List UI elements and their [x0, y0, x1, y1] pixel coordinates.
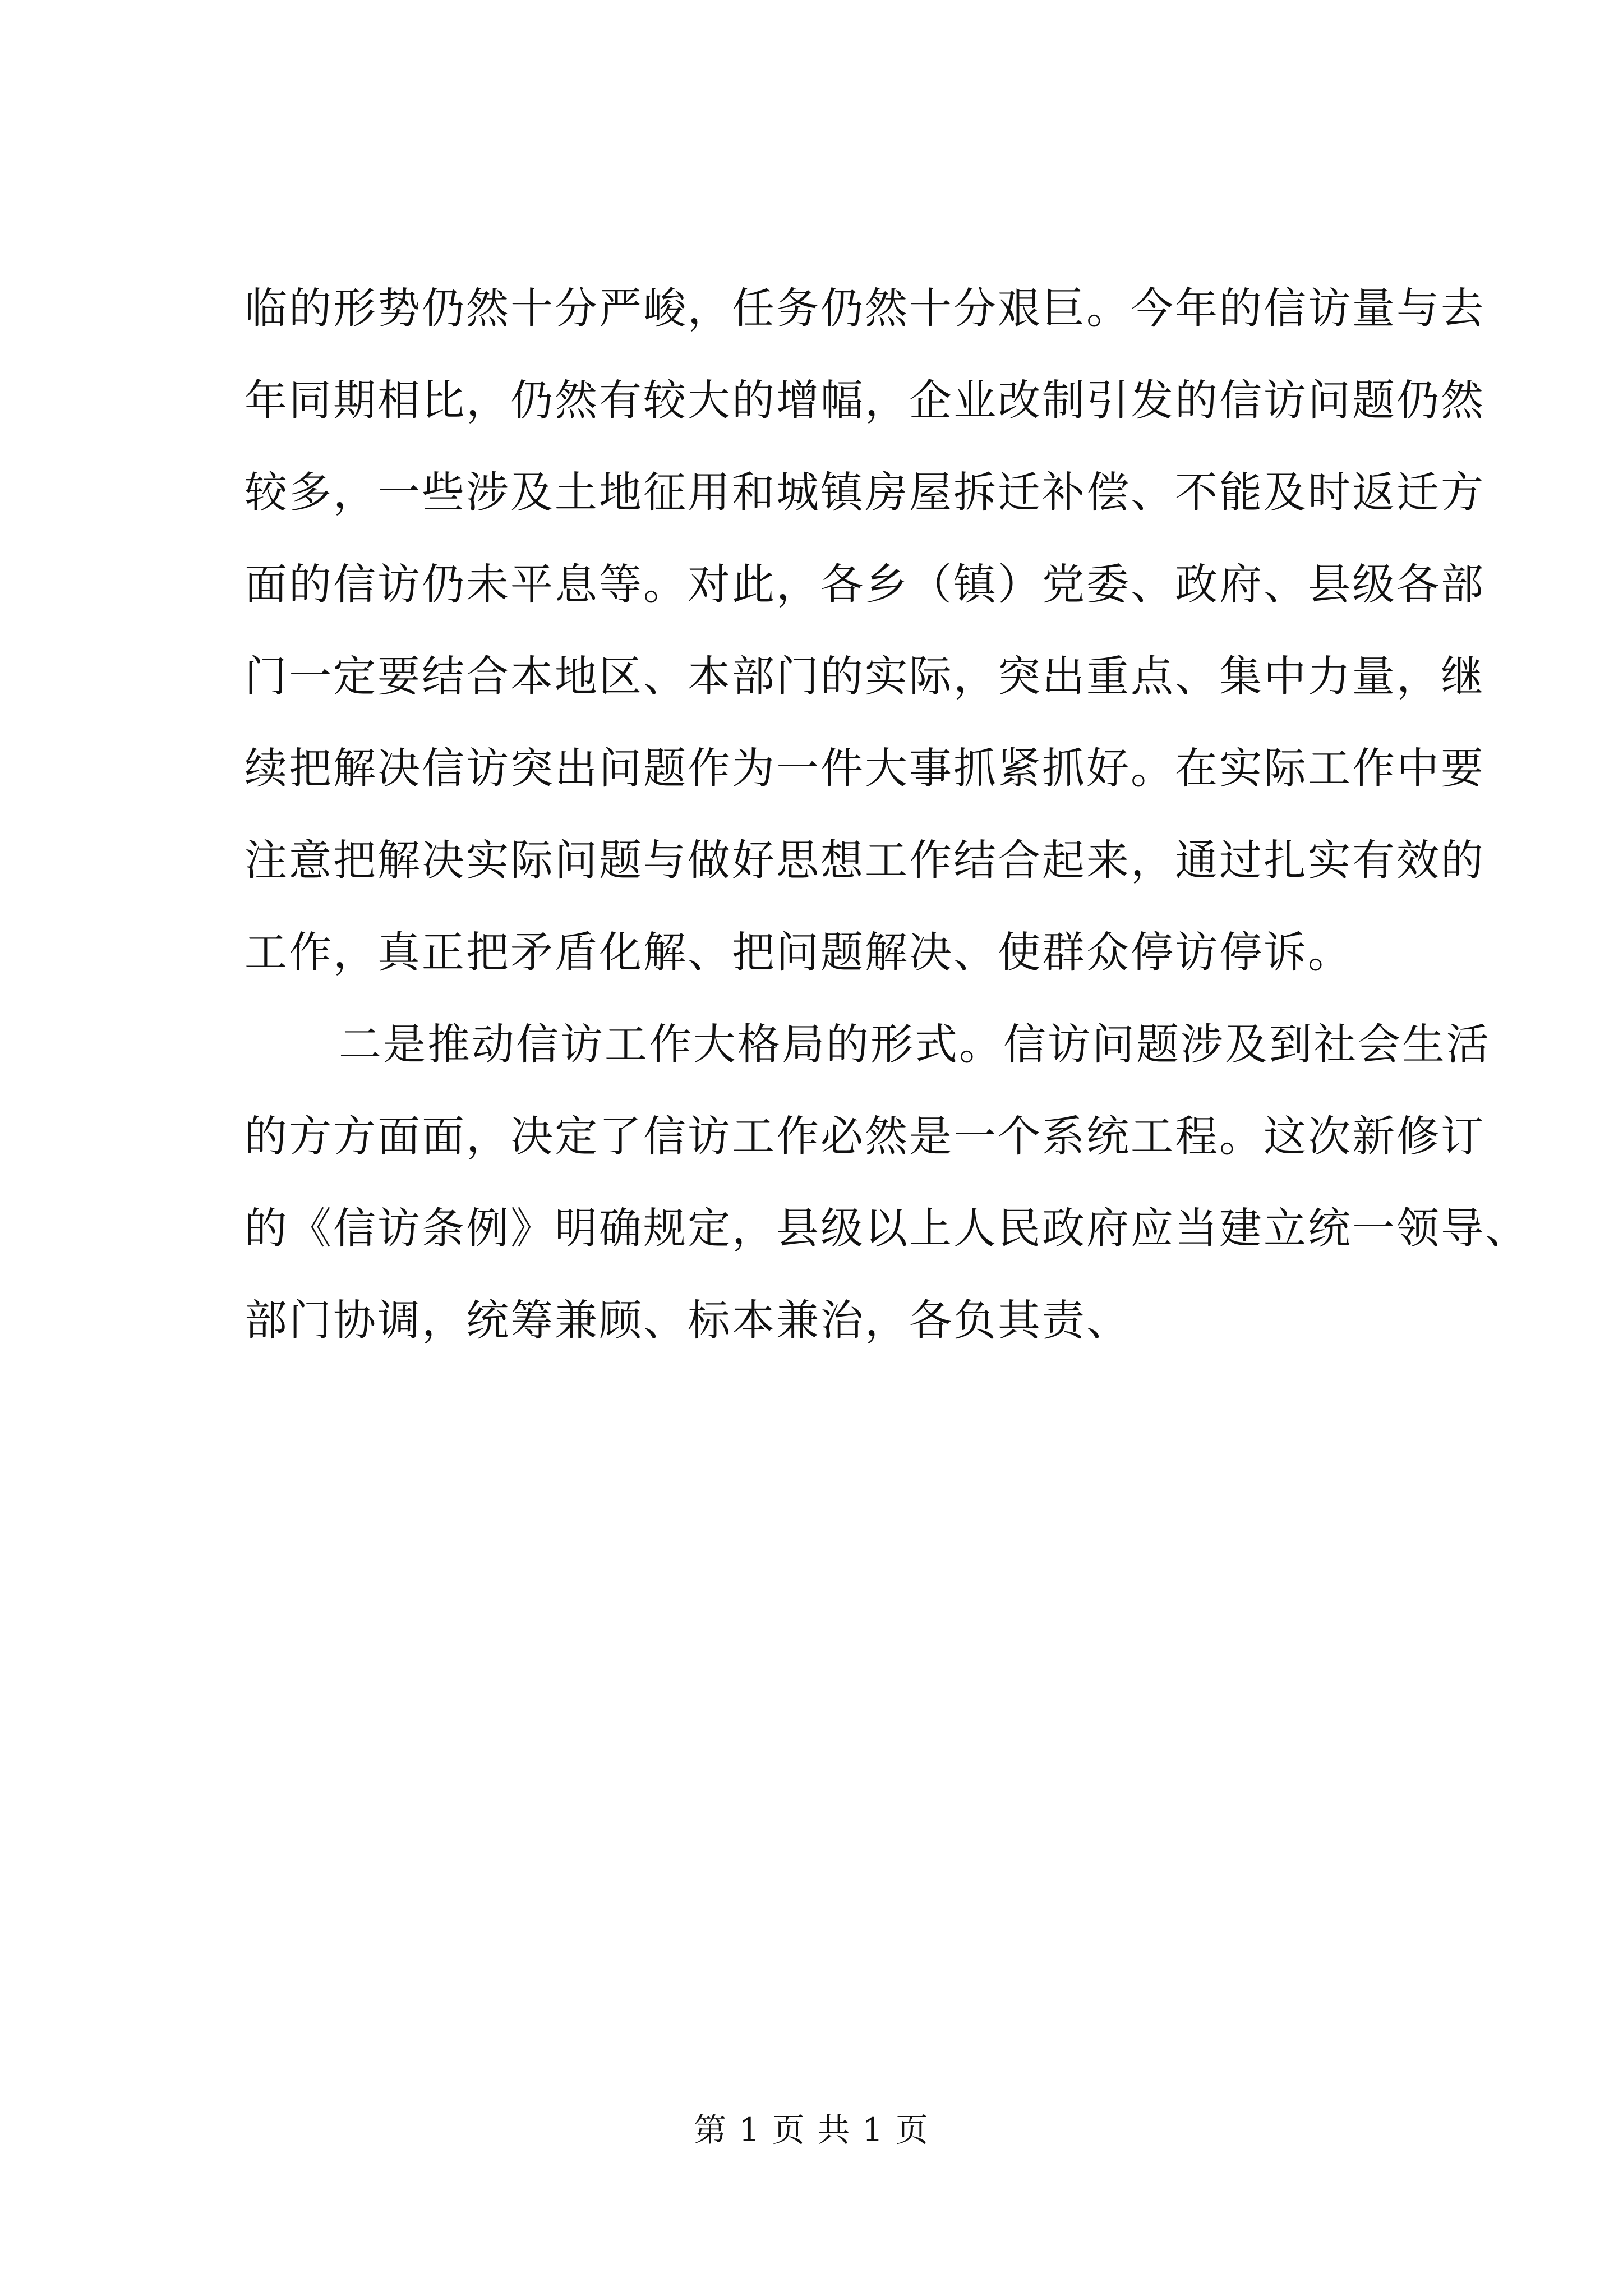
paragraph-line: 门一定要结合本地区、本部门的实际，突出重点、集中力量，继: [245, 651, 1485, 701]
page-footer: [0, 2110, 1623, 2150]
paragraph-2: [245, 999, 1529, 1366]
paragraph-line: 注意把解决实际问题与做好思想工作结合起来，通过扎实有效的: [245, 835, 1485, 885]
paragraph-line: 年同期相比，仍然有较大的增幅，企业改制引发的信访问题仍然: [245, 375, 1485, 425]
paragraph-line: 的方方面面，决定了信访工作必然是一个系统工程。这次新修订: [245, 1111, 1485, 1161]
document-body: [245, 263, 1529, 1366]
paragraph-line: 临的形势仍然十分严峻，任务仍然十分艰巨。今年的信访量与去: [245, 283, 1485, 333]
paragraph-line: 部门协调，统筹兼顾、标本兼治，各负其责、: [245, 1295, 1131, 1345]
paragraph-line: 的《信访条例》明确规定，县级以上人民政府应当建立统一领导、: [245, 1203, 1529, 1253]
paragraph-line: 面的信访仍未平息等。对此，各乡（镇）党委、政府、县级各部: [245, 559, 1485, 609]
paragraph-line: 续把解决信访突出问题作为一件大事抓紧抓好。在实际工作中要: [245, 743, 1485, 793]
paragraph-line: 二是推动信访工作大格局的形式。信访问题涉及到社会生活: [339, 1019, 1491, 1069]
paragraph-line: 较多，一些涉及土地征用和城镇房屋拆迁补偿、不能及时返迁方: [245, 467, 1485, 517]
paragraph-1: [245, 263, 1485, 999]
paragraph-line: 工作，真正把矛盾化解、把问题解决、使群众停访停诉。: [245, 927, 1352, 977]
page-number-label: 第 1 页 共 1 页: [694, 2111, 929, 2149]
